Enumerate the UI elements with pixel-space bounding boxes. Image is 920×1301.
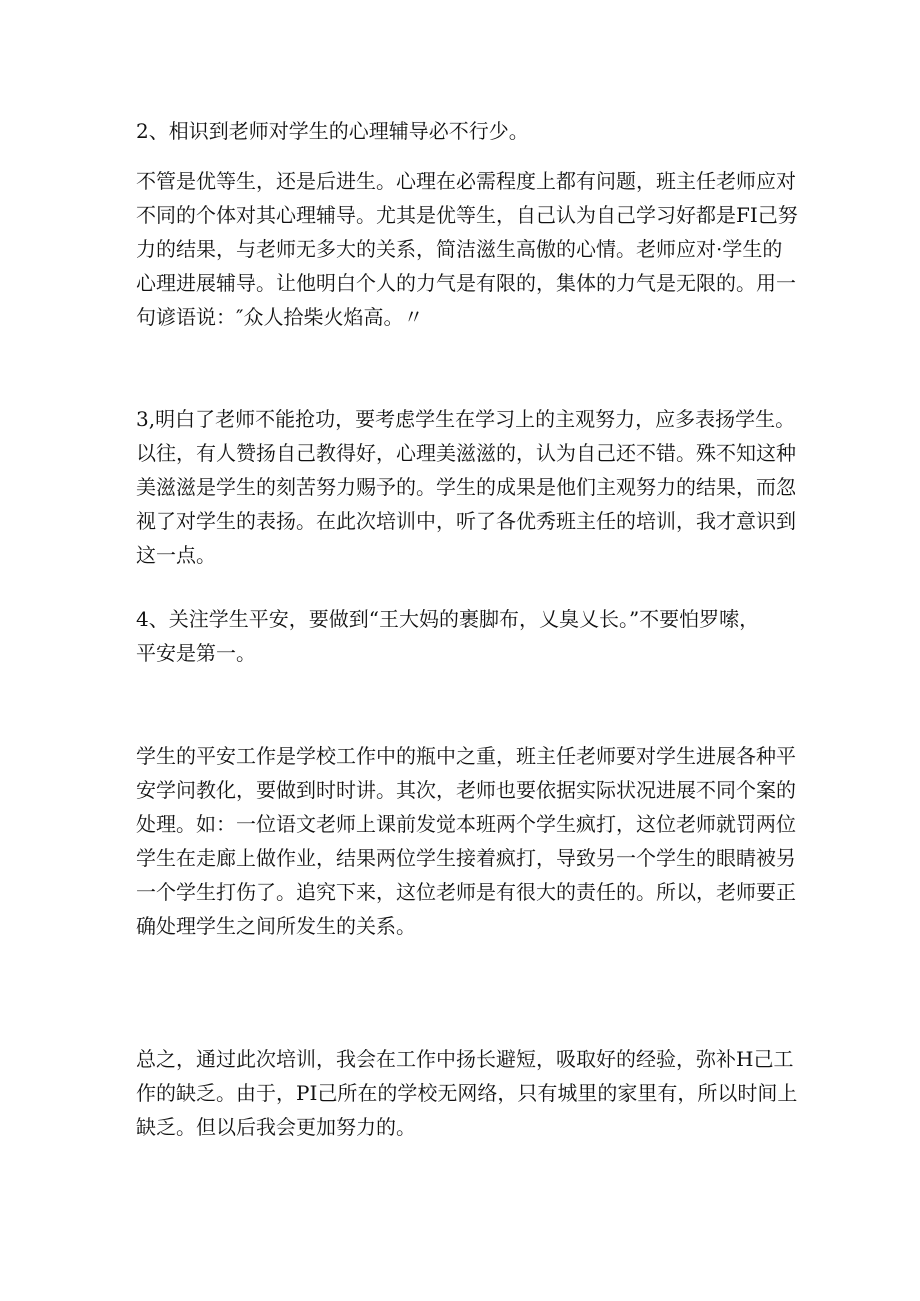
text-line: 力的结果，与老师无多大的关系，简洁滋生高傲的心情。老师应对·学生的 — [136, 237, 783, 261]
text-line: 作的缺乏。由于，PI己所在的学校无网络，只有城里的家里有，所以时间上 — [136, 1081, 798, 1105]
paragraph-heading-4 — [136, 602, 796, 670]
text-line: 这一点。 — [136, 543, 216, 567]
text-line: 处理。如：一位语文老师上课前发觉本班两个学生疯打，这位老师就罚两位 — [136, 812, 796, 836]
text-line: 安学问教化，要做到时时讲。其次，老师也要依据实际状况进展不同个案的 — [136, 778, 796, 802]
text-line: 心理进展辅导。让他明白个人的力气是有限的，集体的力气是无限的。用一 — [136, 271, 796, 295]
text-line: 平安是第一。 — [136, 641, 256, 665]
text-line: 美滋滋是学生的刻苦努力赐予的。学生的成果是他们主观努力的结果，而忽 — [136, 475, 796, 499]
text-line: 学生的平安工作是学校工作中的瓶中之重，班主任老师要对学生进展各种平 — [136, 744, 796, 768]
paragraph-psychological-guidance — [136, 164, 796, 334]
paragraph-heading-2 — [136, 114, 796, 148]
text-line: 4、关注学生平安，要做到“王大妈的裹脚布，乂臭乂长。”不要怕罗嗦， — [136, 607, 760, 631]
text-line: 总之，通过此次培训，我会在工作中扬长避短，吸取好的经验，弥补H己工 — [136, 1047, 794, 1071]
text-line: 2、相识到老师对学生的心理辅导必不行少。 — [136, 119, 529, 143]
text-line: 视了对学生的表扬。在此次培训中，听了各优秀班主任的培训，我才意识到 — [136, 509, 796, 533]
paragraph-conclusion — [136, 1042, 796, 1144]
text-line: 3,明白了老师不能抢功，要考虑学生在学习上的主观努力，应多表扬学生。 — [136, 407, 796, 431]
paragraph-heading-3 — [136, 402, 796, 572]
text-line: 缺乏。但以后我会更加努力的。 — [136, 1115, 416, 1139]
text-line: 确处理学生之间所发生的关系。 — [136, 914, 416, 938]
text-line: 不管是优等生，还是后进生。心理在必需程度上都有问题，班主任老师应对 — [136, 169, 796, 193]
text-line: 学生在走廊上做作业，结果两位学生接着疯打，导致另一个学生的眼睛被另 — [136, 846, 796, 870]
text-line: 一个学生打伤了。追究下来，这位老师是有很大的责任的。所以，老师要正 — [136, 880, 796, 904]
text-line: 句谚语说：″众人拾柴火焰高。〃 — [136, 305, 424, 329]
paragraph-safety-work — [136, 739, 796, 943]
text-line: 不同的个体对其心理辅导。尤其是优等生，自己认为自己学习好都是FI己努 — [136, 203, 798, 227]
text-line: 以往，有人赞扬自己教得好，心理美滋滋的，认为自己还不错。殊不知这种 — [136, 441, 796, 465]
